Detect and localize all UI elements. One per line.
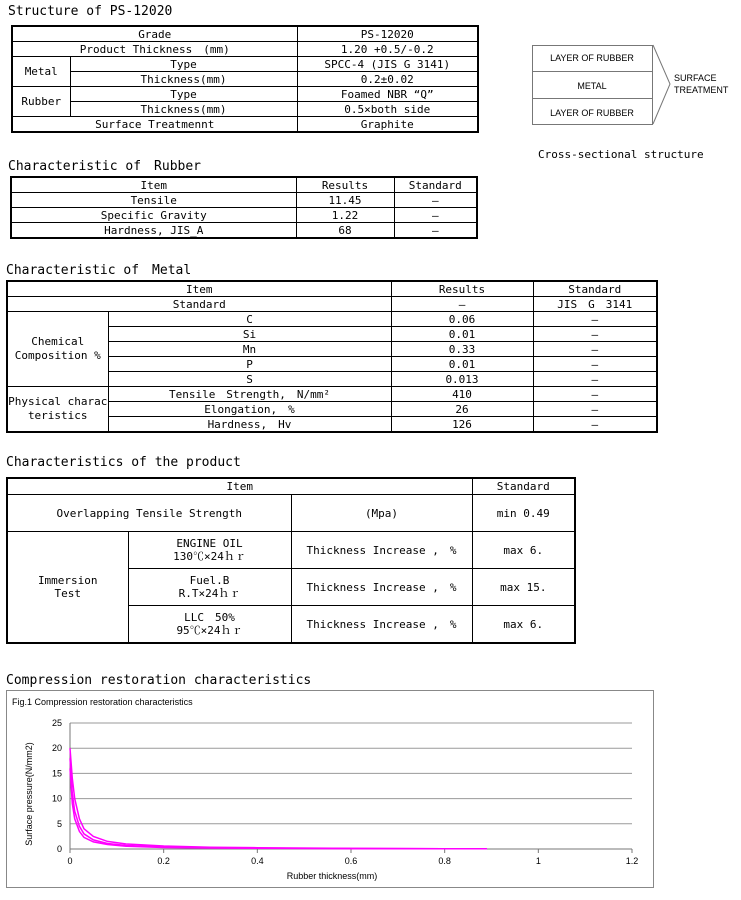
x-tick-label: 0.2 <box>157 856 170 866</box>
table-row <box>7 297 657 312</box>
table-row <box>7 532 575 569</box>
condition-line-2: R.T×24ｈｒ <box>178 587 241 600</box>
x-tick-label: 0.4 <box>251 856 264 866</box>
immersion-label-line-2: Test <box>54 587 81 600</box>
immersion-label-line-1: Immersion <box>37 574 98 587</box>
compression-heading: Compression restoration characteristics <box>6 673 312 688</box>
rubber-type-label: Type <box>70 87 297 102</box>
immersion-test-label <box>7 532 128 644</box>
metal-label: Metal <box>12 57 70 87</box>
table-row <box>11 193 477 208</box>
table-row <box>12 117 478 133</box>
chemical-composition-label: Chemical Composition % <box>7 312 108 387</box>
rubber-thickness-value: 0.5×both side <box>297 102 478 117</box>
table-cell: — <box>533 402 657 417</box>
rubber-thickness-label: Thickness(mm) <box>70 102 297 117</box>
metal-thickness-label: Thickness(mm) <box>70 72 297 87</box>
table-cell: 410 <box>391 387 533 402</box>
table-cell: — <box>533 312 657 327</box>
y-tick-label: 5 <box>56 818 62 829</box>
y-tick-label: 0 <box>56 844 62 854</box>
table-cell: Hardness, Hv <box>108 417 391 433</box>
table-cell: P <box>108 357 391 372</box>
metal-table <box>6 280 658 433</box>
table-cell: Thickness Increase , % <box>291 569 472 606</box>
rubber-type-value: Foamed NBR “Q” <box>297 87 478 102</box>
table-row <box>12 42 478 57</box>
layer-rubber-top: LAYER OF RUBBER <box>550 53 634 63</box>
rubber-heading: Characteristic of Rubber <box>8 159 202 174</box>
table-header-row <box>7 281 657 297</box>
x-tick-label: 1 <box>535 856 541 866</box>
column-header: Item <box>7 281 391 297</box>
condition-cell <box>128 569 291 606</box>
metal-type-label: Type <box>70 57 297 72</box>
cross-section-caption: Cross-sectional structure <box>538 148 704 161</box>
condition-line-2: 95℃×24ｈｒ <box>176 624 243 637</box>
table-cell: C <box>108 312 391 327</box>
table-cell: Thickness Increase , % <box>291 532 472 569</box>
table-cell: 68 <box>296 223 394 239</box>
column-header: Results <box>296 177 394 193</box>
table-cell: Hardness, JIS_A <box>11 223 296 239</box>
layer-metal: METAL <box>577 81 607 91</box>
series-line <box>70 758 487 849</box>
table-cell: 0.013 <box>391 372 533 387</box>
chart-x-label: Rubber thickness(mm) <box>286 871 378 881</box>
table-cell: 26 <box>391 402 533 417</box>
chart-y-label: Surface pressure(N/mm2) <box>24 742 34 846</box>
compression-chart <box>7 691 653 887</box>
rubber-table <box>10 176 478 239</box>
surface-value: Graphite <box>297 117 478 133</box>
series-line <box>70 768 487 848</box>
table-cell: Thickness Increase , % <box>291 606 472 644</box>
structure-heading: Structure of PS-12020 <box>8 4 173 19</box>
chart-grid <box>70 723 632 824</box>
table-row <box>12 87 478 102</box>
table-cell: 0.06 <box>391 312 533 327</box>
condition-cell <box>128 532 291 569</box>
condition-line-1: Fuel.B <box>189 574 230 587</box>
table-row <box>12 72 478 87</box>
surface-treatment-line-1: SURFACE <box>674 73 717 83</box>
thickness-value: 1.20 +0.5/-0.2 <box>297 42 478 57</box>
y-tick-label: 20 <box>51 743 62 754</box>
structure-table <box>11 25 479 133</box>
table-cell: (Mpa) <box>291 495 472 532</box>
table-cell: — <box>533 342 657 357</box>
table-row <box>7 312 657 327</box>
table-row <box>7 495 575 532</box>
column-header: Results <box>391 281 533 297</box>
layer-rubber-bottom: LAYER OF RUBBER <box>550 108 634 118</box>
column-header: Item <box>7 478 472 495</box>
table-cell: Si <box>108 327 391 342</box>
table-cell: 126 <box>391 417 533 433</box>
table-cell: Specific Gravity <box>11 208 296 223</box>
table-cell: — <box>391 297 533 312</box>
column-header: Item <box>11 177 296 193</box>
x-tick-label: 0.8 <box>438 856 451 866</box>
table-cell: 0.33 <box>391 342 533 357</box>
grade-label: Grade <box>12 26 297 42</box>
x-tick-label: 0.6 <box>344 856 358 866</box>
chart-title: Fig.1 Compression restoration characteristics <box>12 697 193 707</box>
table-cell: Standard <box>7 297 391 312</box>
y-tick-label: 25 <box>51 718 62 728</box>
table-row <box>11 208 477 223</box>
x-tick-label: 0 <box>67 856 73 866</box>
chart-ticks <box>52 718 638 866</box>
table-cell: — <box>394 223 477 239</box>
table-cell: min 0.49 <box>472 495 575 532</box>
column-header: Standard <box>472 478 575 495</box>
metal-type-value: SPCC-4 (JIS G 3141) <box>297 57 478 72</box>
table-cell: — <box>533 372 657 387</box>
table-cell: — <box>533 387 657 402</box>
table-header-row <box>11 177 477 193</box>
grade-value: PS-12020 <box>297 26 478 42</box>
product-heading: Characteristics of the product <box>6 455 241 470</box>
metal-thickness-value: 0.2±0.02 <box>297 72 478 87</box>
cross-section-diagram <box>532 40 732 130</box>
table-cell: — <box>394 193 477 208</box>
table-header-row <box>7 478 575 495</box>
column-header: Standard <box>394 177 477 193</box>
table-row <box>7 387 657 402</box>
y-tick-label: 15 <box>51 768 62 779</box>
condition-line-1: ENGINE OIL <box>176 537 243 550</box>
chart-axes <box>70 723 632 853</box>
table-cell: Tensile Strength, N/mm² <box>108 387 391 402</box>
table-cell: — <box>394 208 477 223</box>
column-header: Standard <box>533 281 657 297</box>
table-cell: — <box>533 327 657 342</box>
surface-treatment-label <box>674 72 728 96</box>
table-row <box>12 57 478 72</box>
table-cell: — <box>533 357 657 372</box>
product-table <box>6 477 576 644</box>
condition-cell <box>128 606 291 644</box>
x-tick-label: 1.2 <box>625 856 639 866</box>
table-cell: 0.01 <box>391 357 533 372</box>
table-cell: Overlapping Tensile Strength <box>7 495 291 532</box>
surface-treatment-line-2: TREATMENT <box>674 85 729 95</box>
table-cell: Mn <box>108 342 391 357</box>
condition-line-2: 130℃×24ｈｒ <box>173 550 246 563</box>
condition-line-1: LLC 50% <box>184 611 235 624</box>
table-cell: max 6. <box>472 532 575 569</box>
table-cell: 1.22 <box>296 208 394 223</box>
table-row <box>12 102 478 117</box>
rubber-label: Rubber <box>12 87 70 117</box>
table-cell: max 6. <box>472 606 575 644</box>
table-row <box>11 223 477 239</box>
table-cell: JIS G 3141 <box>533 297 657 312</box>
chart-frame <box>6 690 654 888</box>
table-row <box>12 26 478 42</box>
y-tick-label: 10 <box>51 793 62 804</box>
metal-heading: Characteristic of Metal <box>6 263 192 278</box>
table-cell: 11.45 <box>296 193 394 208</box>
table-cell: Tensile <box>11 193 296 208</box>
thickness-label: Product Thickness (mm) <box>12 42 297 57</box>
table-cell: S <box>108 372 391 387</box>
table-cell: — <box>533 417 657 433</box>
table-cell: 0.01 <box>391 327 533 342</box>
physical-characteristics-label: Physical characteristics <box>7 387 108 433</box>
table-cell: max 15. <box>472 569 575 606</box>
surface-label: Surface Treatmennt <box>12 117 297 133</box>
table-cell: Elongation, % <box>108 402 391 417</box>
